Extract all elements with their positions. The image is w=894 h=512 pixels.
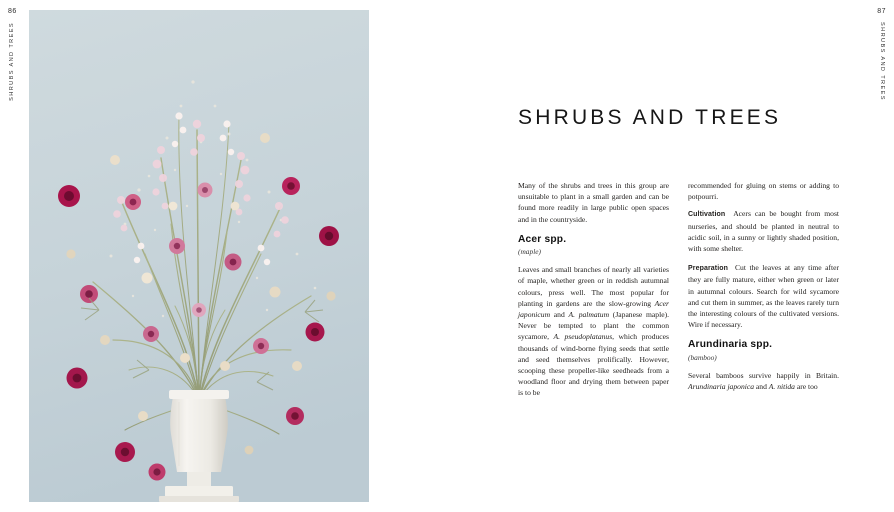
acer-species-palmatum: A. palmatum <box>568 310 610 320</box>
folio-left: 86 <box>8 8 17 15</box>
arundinaria-species-japonica: Arundinaria japonica <box>688 382 755 392</box>
arundinaria-body-text-1: Several bamboos survive happily in Britain. <box>688 370 839 380</box>
preparation-text: Cut the leaves at any time after they are fully mature, either when green or later in autumnal colours. Search for wild sycamore and cut them in summer, as the leaves rarely turn the interesting colours of the cultivated versions. Wire if necessary. <box>688 263 839 330</box>
intro-paragraph: Many of the shrubs and trees in this group are unsuitable to plant in a small garden and can be found more readily in large public open spaces and in the countryside. <box>518 181 669 224</box>
cultivation-label: Cultivation <box>688 211 726 219</box>
page-title: SHRUBS AND TREES <box>518 106 782 130</box>
preparation-paragraph <box>688 262 839 330</box>
running-head-right: SHRUBS AND TREES <box>879 22 885 101</box>
acer-body-text-mid: and <box>550 310 569 320</box>
text-columns <box>518 180 840 407</box>
right-page <box>447 0 894 512</box>
acer-body-paragraph <box>518 264 669 398</box>
acer-species-pseudoplatanus: A. pseudoplatanus <box>553 332 613 342</box>
entry-heading-arundinaria: Arundinaria spp. <box>688 339 773 351</box>
column-right <box>688 180 839 407</box>
entry-common-name-acer: (maple) <box>518 247 541 257</box>
arundinaria-body-text-end: are too <box>794 382 818 392</box>
acer-body-text-1: Leaves and small branches of nearly all varieties of maple, whether green or in reddish autumnal colours, press well. The most popular for planting in gardens are the slow-growing <box>518 265 669 308</box>
arundinaria-body-text-mid: and <box>754 382 769 392</box>
cultivation-text: Acers can be bought from most nurseries, and should be planted in neutral to acidic soil, in a sunny or lightly shaded position, with some shelter. <box>688 209 840 254</box>
carryover-paragraph: recommended for gluing on stems or adding to potpourri. <box>688 181 839 202</box>
folio-right: 87 <box>877 8 886 15</box>
acer-body-text-end: , which produces thousands of wind-borne flying seeds that settle and seed themselves prolifically. However, scooping these propeller-like seedheads from a woodland floor and drying them between paper is to be <box>518 332 669 398</box>
acer-body-text-cont: (Japanese maple). Never be tempted to plant the common sycamore, <box>518 310 669 342</box>
running-head-left: SHRUBS AND TREES <box>9 22 15 101</box>
dried-flower-arrangement-photo <box>29 10 369 502</box>
cultivation-paragraph <box>688 208 839 254</box>
acer-species-japonicum: Acer japonicum <box>518 298 669 320</box>
entry-heading-acer: Acer spp. <box>518 233 567 245</box>
column-left <box>518 180 669 407</box>
arundinaria-body-paragraph <box>688 370 839 392</box>
arundinaria-species-nitida: A. nitida <box>768 382 795 392</box>
preparation-label: Preparation <box>688 265 728 273</box>
entry-common-name-arundinaria: (bamboo) <box>688 352 717 362</box>
